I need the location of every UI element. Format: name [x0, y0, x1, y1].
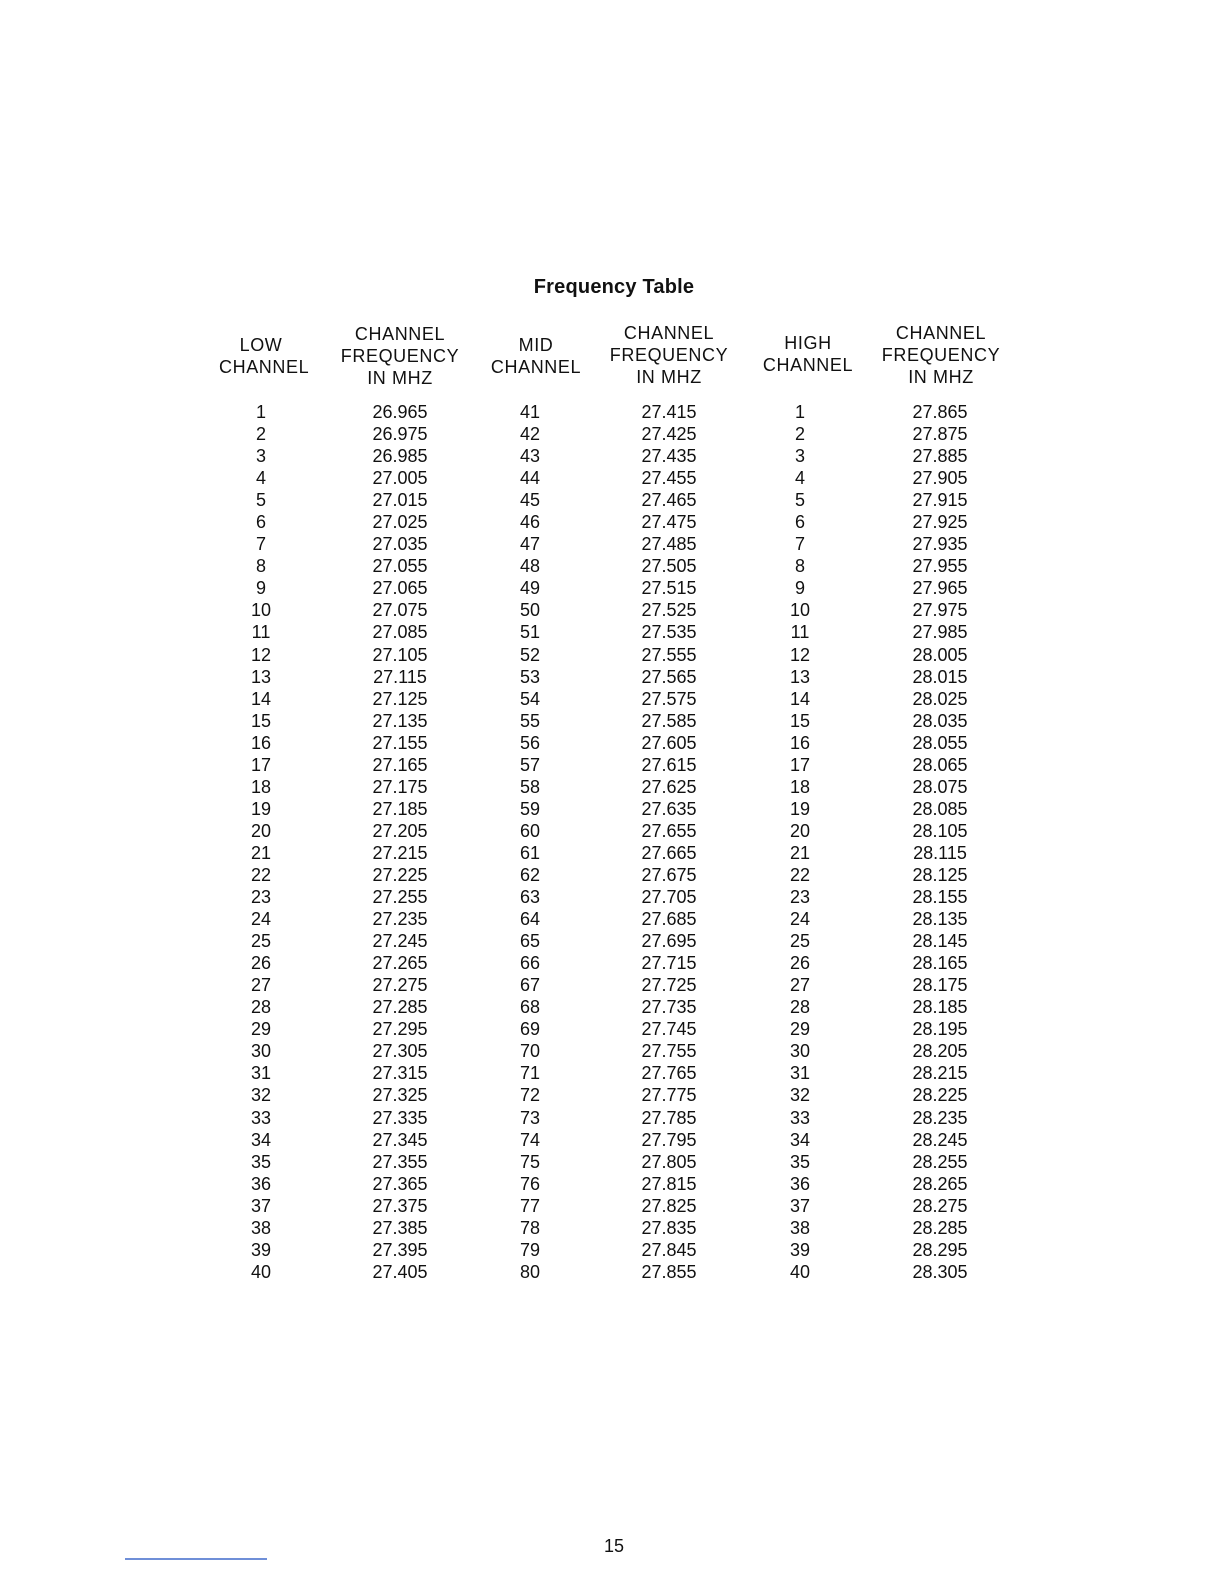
cell-low-frequency: 27.105: [372, 644, 428, 665]
cell-low-frequency: 27.015: [372, 490, 428, 511]
cell-mid-frequency: 27.705: [641, 887, 697, 908]
table-row: [0, 952, 1224, 974]
cell-mid-channel: 53: [519, 666, 541, 687]
cell-mid-channel: 45: [519, 490, 541, 511]
cell-mid-frequency: 27.555: [641, 644, 697, 665]
cell-mid-channel: 79: [519, 1239, 541, 1260]
table-row: [0, 996, 1224, 1018]
cell-mid-frequency: 27.795: [641, 1129, 697, 1150]
cell-mid-channel: 48: [519, 556, 541, 577]
cell-low-frequency: 27.005: [372, 468, 428, 489]
cell-mid-frequency: 27.485: [641, 534, 697, 555]
cell-low-channel: 40: [250, 1261, 272, 1282]
table-row: [0, 599, 1224, 621]
cell-low-frequency: 27.135: [372, 710, 428, 731]
cell-high-frequency: 28.185: [912, 997, 968, 1018]
cell-mid-frequency: 27.465: [641, 490, 697, 511]
cell-low-frequency: 27.395: [372, 1239, 428, 1260]
cell-high-channel: 31: [789, 1063, 811, 1084]
cell-high-channel: 11: [790, 622, 810, 643]
cell-high-frequency: 28.155: [912, 887, 968, 908]
cell-high-channel: 20: [789, 820, 811, 841]
cell-low-channel: 3: [255, 446, 266, 467]
cell-mid-frequency: 27.435: [641, 446, 697, 467]
cell-low-channel: 14: [250, 688, 272, 709]
cell-low-frequency: 27.185: [372, 798, 428, 819]
cell-mid-frequency: 27.675: [641, 864, 697, 885]
cell-high-frequency: 28.025: [912, 688, 968, 709]
cell-high-channel: 27: [789, 975, 811, 996]
cell-low-channel: 10: [250, 600, 272, 621]
cell-high-frequency: 28.295: [912, 1239, 968, 1260]
header-mid-frequency: CHANNEL FREQUENCY IN MHZ: [609, 323, 729, 387]
cell-mid-frequency: 27.735: [641, 997, 697, 1018]
cell-high-frequency: 28.005: [912, 644, 968, 665]
cell-mid-channel: 55: [519, 710, 541, 731]
cell-high-frequency: 27.965: [912, 578, 968, 599]
cell-low-frequency: 27.315: [372, 1063, 428, 1084]
table-row: [0, 555, 1224, 577]
cell-low-channel: 25: [250, 931, 272, 952]
cell-mid-channel: 52: [519, 644, 541, 665]
cell-low-channel: 5: [255, 490, 266, 511]
cell-low-channel: 21: [250, 842, 272, 863]
cell-high-frequency: 28.195: [912, 1019, 968, 1040]
cell-mid-channel: 78: [519, 1217, 541, 1238]
cell-high-channel: 9: [794, 578, 805, 599]
cell-low-frequency: 27.275: [372, 975, 428, 996]
cell-mid-frequency: 27.815: [641, 1173, 697, 1194]
cell-mid-frequency: 27.825: [641, 1195, 697, 1216]
cell-low-frequency: 27.225: [372, 864, 428, 885]
cell-low-channel: 35: [250, 1151, 272, 1172]
cell-low-frequency: 27.215: [372, 842, 428, 863]
cell-high-frequency: 28.275: [912, 1195, 968, 1216]
cell-mid-frequency: 27.855: [641, 1261, 697, 1282]
cell-mid-channel: 64: [519, 909, 541, 930]
cell-low-channel: 30: [250, 1041, 272, 1062]
cell-mid-frequency: 27.685: [641, 909, 697, 930]
cell-mid-frequency: 27.425: [641, 424, 697, 445]
cell-mid-frequency: 27.695: [641, 931, 697, 952]
cell-high-channel: 8: [794, 556, 805, 577]
cell-mid-frequency: 27.665: [641, 842, 697, 863]
cell-mid-channel: 67: [519, 975, 541, 996]
cell-low-channel: 28: [250, 997, 272, 1018]
cell-low-frequency: 27.355: [372, 1151, 428, 1172]
cell-high-frequency: 28.105: [912, 820, 968, 841]
table-row: [0, 1217, 1224, 1239]
cell-high-channel: 38: [789, 1217, 811, 1238]
cell-low-channel: 20: [250, 820, 272, 841]
table-row: [0, 577, 1224, 599]
cell-mid-channel: 42: [519, 424, 541, 445]
cell-low-channel: 34: [250, 1129, 272, 1150]
cell-mid-channel: 68: [519, 997, 541, 1018]
cell-low-frequency: 27.285: [372, 997, 428, 1018]
cell-mid-channel: 74: [519, 1129, 541, 1150]
cell-high-channel: 10: [789, 600, 811, 621]
table-row: [0, 1040, 1224, 1062]
cell-low-channel: 15: [250, 710, 272, 731]
table-row: [0, 423, 1224, 445]
cell-high-channel: 25: [789, 931, 811, 952]
table-row: [0, 842, 1224, 864]
cell-high-channel: 12: [789, 644, 811, 665]
table-row: [0, 401, 1224, 423]
cell-mid-frequency: 27.525: [641, 600, 697, 621]
cell-mid-frequency: 27.575: [641, 688, 697, 709]
cell-low-channel: 37: [250, 1195, 272, 1216]
cell-low-frequency: 27.245: [372, 931, 428, 952]
cell-high-frequency: 28.055: [912, 732, 968, 753]
cell-mid-frequency: 27.605: [641, 732, 697, 753]
table-row: [0, 1084, 1224, 1106]
cell-low-frequency: 27.385: [372, 1217, 428, 1238]
table-row: [0, 820, 1224, 842]
cell-high-channel: 4: [794, 468, 805, 489]
cell-high-frequency: 27.875: [912, 424, 968, 445]
cell-mid-frequency: 27.585: [641, 710, 697, 731]
cell-low-channel: 1: [255, 402, 266, 422]
cell-mid-channel: 66: [519, 953, 541, 974]
cell-low-frequency: 26.985: [372, 446, 428, 467]
cell-high-frequency: 28.065: [912, 754, 968, 775]
cell-mid-frequency: 27.475: [641, 512, 697, 533]
header-mid-channel: MID CHANNEL: [490, 335, 582, 377]
table-row: [0, 1195, 1224, 1217]
cell-high-channel: 32: [789, 1085, 811, 1106]
cell-high-channel: 18: [789, 776, 811, 797]
cell-high-channel: 13: [789, 666, 811, 687]
cell-low-channel: 29: [250, 1019, 272, 1040]
table-row: [0, 467, 1224, 489]
cell-high-frequency: 27.905: [912, 468, 968, 489]
table-row: [0, 688, 1224, 710]
cell-high-frequency: 28.115: [913, 842, 967, 863]
cell-low-frequency: 27.255: [372, 887, 428, 908]
header-high-channel: HIGH CHANNEL: [762, 333, 854, 375]
cell-mid-channel: 69: [519, 1019, 541, 1040]
cell-low-frequency: 27.075: [372, 600, 428, 621]
cell-mid-channel: 58: [519, 776, 541, 797]
cell-mid-channel: 80: [519, 1261, 541, 1282]
table-row: [0, 754, 1224, 776]
cell-mid-channel: 73: [519, 1107, 541, 1128]
cell-high-channel: 2: [794, 424, 805, 445]
cell-high-channel: 29: [789, 1019, 811, 1040]
cell-low-frequency: 27.265: [372, 953, 428, 974]
cell-high-frequency: 27.925: [912, 512, 968, 533]
cell-mid-channel: 54: [519, 688, 541, 709]
cell-high-frequency: 28.245: [912, 1129, 968, 1150]
page-number: 15: [603, 1536, 625, 1556]
table-row: [0, 908, 1224, 930]
cell-mid-channel: 43: [519, 446, 541, 467]
cell-low-channel: 12: [250, 644, 272, 665]
cell-mid-channel: 50: [519, 600, 541, 621]
cell-high-frequency: 27.885: [912, 446, 968, 467]
cell-low-frequency: 27.175: [372, 776, 428, 797]
cell-low-channel: 22: [250, 864, 272, 885]
cell-mid-frequency: 27.785: [641, 1107, 697, 1128]
table-row: [0, 886, 1224, 908]
cell-low-channel: 39: [250, 1239, 272, 1260]
cell-mid-channel: 75: [519, 1151, 541, 1172]
cell-mid-frequency: 27.715: [641, 953, 697, 974]
cell-low-channel: 11: [251, 622, 271, 643]
cell-low-channel: 26: [250, 953, 272, 974]
cell-low-channel: 2: [255, 424, 266, 445]
cell-mid-frequency: 27.755: [641, 1041, 697, 1062]
cell-high-frequency: 28.035: [912, 710, 968, 731]
cell-high-channel: 26: [789, 953, 811, 974]
cell-high-channel: 37: [789, 1195, 811, 1216]
cell-low-frequency: 27.155: [372, 732, 428, 753]
cell-high-channel: 3: [794, 446, 805, 467]
cell-low-channel: 4: [255, 468, 266, 489]
cell-low-channel: 17: [250, 754, 272, 775]
frequency-table-body: [0, 401, 1224, 1283]
table-row: [0, 666, 1224, 688]
cell-high-frequency: 28.015: [912, 666, 968, 687]
cell-mid-channel: 47: [519, 534, 541, 555]
cell-low-frequency: 27.365: [372, 1173, 428, 1194]
cell-high-channel: 21: [789, 842, 811, 863]
header-low-frequency: CHANNEL FREQUENCY IN MHZ: [340, 324, 460, 388]
cell-high-channel: 15: [789, 710, 811, 731]
cell-mid-channel: 77: [519, 1195, 541, 1216]
cell-high-channel: 34: [789, 1129, 811, 1150]
cell-mid-frequency: 27.515: [641, 578, 697, 599]
cell-high-channel: 24: [789, 909, 811, 930]
table-row: [0, 1129, 1224, 1151]
cell-high-frequency: 28.305: [912, 1261, 968, 1282]
scan-edge-line: [125, 1558, 267, 1560]
cell-high-frequency: 28.165: [912, 953, 968, 974]
cell-mid-channel: 49: [519, 578, 541, 599]
table-row: [0, 1062, 1224, 1084]
page-title: Frequency Table: [533, 276, 695, 298]
table-row: [0, 533, 1224, 555]
cell-high-frequency: 27.915: [912, 490, 968, 511]
cell-high-frequency: 28.205: [912, 1041, 968, 1062]
cell-low-frequency: 26.965: [372, 402, 428, 422]
table-row: [0, 644, 1224, 666]
cell-mid-channel: 44: [519, 468, 541, 489]
cell-high-frequency: 27.985: [912, 622, 968, 643]
cell-low-channel: 13: [250, 666, 272, 687]
cell-mid-frequency: 27.775: [641, 1085, 697, 1106]
cell-mid-frequency: 27.745: [641, 1019, 697, 1040]
cell-low-frequency: 27.165: [372, 754, 428, 775]
table-row: [0, 1151, 1224, 1173]
cell-low-channel: 38: [250, 1217, 272, 1238]
table-row: [0, 621, 1224, 643]
cell-high-frequency: 28.225: [912, 1085, 968, 1106]
cell-mid-frequency: 27.635: [641, 798, 697, 819]
table-row: [0, 798, 1224, 820]
table-row: [0, 710, 1224, 732]
cell-low-channel: 33: [250, 1107, 272, 1128]
cell-mid-channel: 51: [519, 622, 541, 643]
cell-low-frequency: 27.325: [372, 1085, 428, 1106]
cell-low-channel: 18: [250, 776, 272, 797]
cell-low-channel: 7: [255, 534, 266, 555]
cell-high-channel: 17: [789, 754, 811, 775]
cell-high-frequency: 28.265: [912, 1173, 968, 1194]
cell-high-frequency: 28.175: [912, 975, 968, 996]
cell-mid-channel: 57: [519, 754, 541, 775]
cell-high-channel: 39: [789, 1239, 811, 1260]
cell-mid-frequency: 27.765: [641, 1063, 697, 1084]
cell-low-frequency: 27.345: [372, 1129, 428, 1150]
cell-high-channel: 19: [789, 798, 811, 819]
cell-mid-channel: 70: [519, 1041, 541, 1062]
cell-mid-frequency: 27.805: [641, 1151, 697, 1172]
cell-mid-frequency: 27.625: [641, 776, 697, 797]
cell-mid-frequency: 27.615: [641, 754, 697, 775]
cell-mid-channel: 71: [519, 1063, 541, 1084]
cell-low-frequency: 27.115: [373, 666, 427, 687]
cell-mid-frequency: 27.835: [641, 1217, 697, 1238]
cell-high-frequency: 27.955: [912, 556, 968, 577]
header-high-frequency: CHANNEL FREQUENCY IN MHZ: [881, 323, 1001, 387]
cell-mid-channel: 62: [519, 864, 541, 885]
cell-low-frequency: 27.305: [372, 1041, 428, 1062]
cell-low-frequency: 27.085: [372, 622, 428, 643]
cell-low-frequency: 27.405: [372, 1261, 428, 1282]
cell-high-channel: 7: [794, 534, 805, 555]
cell-low-frequency: 27.235: [372, 909, 428, 930]
cell-low-frequency: 27.335: [372, 1107, 428, 1128]
cell-low-channel: 23: [250, 887, 272, 908]
cell-high-channel: 5: [794, 490, 805, 511]
cell-high-channel: 36: [789, 1173, 811, 1194]
cell-high-frequency: 28.125: [912, 864, 968, 885]
cell-high-channel: 1: [794, 402, 805, 422]
cell-high-channel: 16: [789, 732, 811, 753]
cell-low-frequency: 27.125: [372, 688, 428, 709]
cell-low-channel: 6: [255, 512, 266, 533]
table-row: [0, 445, 1224, 467]
cell-low-frequency: 27.375: [372, 1195, 428, 1216]
header-low-channel: LOW CHANNEL: [219, 335, 310, 377]
cell-low-channel: 8: [255, 556, 266, 577]
table-row: [0, 732, 1224, 754]
cell-high-frequency: 27.975: [912, 600, 968, 621]
cell-low-channel: 16: [250, 732, 272, 753]
cell-low-channel: 9: [255, 578, 266, 599]
table-row: [0, 864, 1224, 886]
cell-high-channel: 23: [789, 887, 811, 908]
cell-high-frequency: 28.255: [912, 1151, 968, 1172]
cell-low-channel: 24: [250, 909, 272, 930]
cell-mid-channel: 65: [519, 931, 541, 952]
cell-low-frequency: 26.975: [372, 424, 428, 445]
cell-high-channel: 33: [789, 1107, 811, 1128]
table-row: [0, 930, 1224, 952]
table-row: [0, 776, 1224, 798]
cell-mid-channel: 61: [519, 842, 541, 863]
cell-low-frequency: 27.035: [372, 534, 428, 555]
cell-mid-channel: 59: [519, 798, 541, 819]
cell-mid-channel: 46: [519, 512, 541, 533]
table-row: [0, 511, 1224, 533]
table-row: [0, 489, 1224, 511]
cell-high-frequency: 28.215: [912, 1063, 968, 1084]
cell-mid-frequency: 27.535: [641, 622, 697, 643]
cell-low-frequency: 27.025: [372, 512, 428, 533]
cell-high-frequency: 28.135: [912, 909, 968, 930]
cell-low-frequency: 27.295: [372, 1019, 428, 1040]
cell-low-frequency: 27.205: [372, 820, 428, 841]
cell-high-channel: 14: [789, 688, 811, 709]
cell-mid-channel: 56: [519, 732, 541, 753]
cell-low-channel: 32: [250, 1085, 272, 1106]
cell-high-frequency: 28.085: [912, 798, 968, 819]
cell-low-channel: 19: [250, 798, 272, 819]
cell-low-frequency: 27.055: [372, 556, 428, 577]
cell-mid-channel: 76: [519, 1173, 541, 1194]
table-row: [0, 1018, 1224, 1040]
table-row: [0, 1261, 1224, 1283]
cell-mid-channel: 63: [519, 887, 541, 908]
cell-mid-frequency: 27.505: [641, 556, 697, 577]
cell-mid-frequency: 27.565: [641, 666, 697, 687]
cell-high-channel: 40: [789, 1261, 811, 1282]
cell-low-channel: 31: [250, 1063, 272, 1084]
cell-high-frequency: 28.235: [912, 1107, 968, 1128]
cell-mid-frequency: 27.415: [641, 402, 697, 422]
table-row: [0, 1173, 1224, 1195]
cell-mid-channel: 60: [519, 820, 541, 841]
cell-high-frequency: 28.075: [912, 776, 968, 797]
cell-low-channel: 36: [250, 1173, 272, 1194]
cell-high-frequency: 28.285: [912, 1217, 968, 1238]
cell-high-channel: 30: [789, 1041, 811, 1062]
cell-low-channel: 27: [250, 975, 272, 996]
cell-mid-frequency: 27.655: [641, 820, 697, 841]
cell-mid-channel: 41: [519, 402, 541, 422]
cell-mid-frequency: 27.725: [641, 975, 697, 996]
cell-low-frequency: 27.065: [372, 578, 428, 599]
table-row: [0, 1107, 1224, 1129]
cell-high-channel: 28: [789, 997, 811, 1018]
cell-high-frequency: 27.935: [912, 534, 968, 555]
cell-mid-frequency: 27.455: [641, 468, 697, 489]
cell-mid-channel: 72: [519, 1085, 541, 1106]
table-row: [0, 1239, 1224, 1261]
cell-high-channel: 35: [789, 1151, 811, 1172]
cell-high-channel: 22: [789, 864, 811, 885]
table-row: [0, 974, 1224, 996]
cell-high-frequency: 28.145: [912, 931, 968, 952]
cell-mid-frequency: 27.845: [641, 1239, 697, 1260]
cell-high-frequency: 27.865: [912, 402, 968, 422]
cell-high-channel: 6: [794, 512, 805, 533]
